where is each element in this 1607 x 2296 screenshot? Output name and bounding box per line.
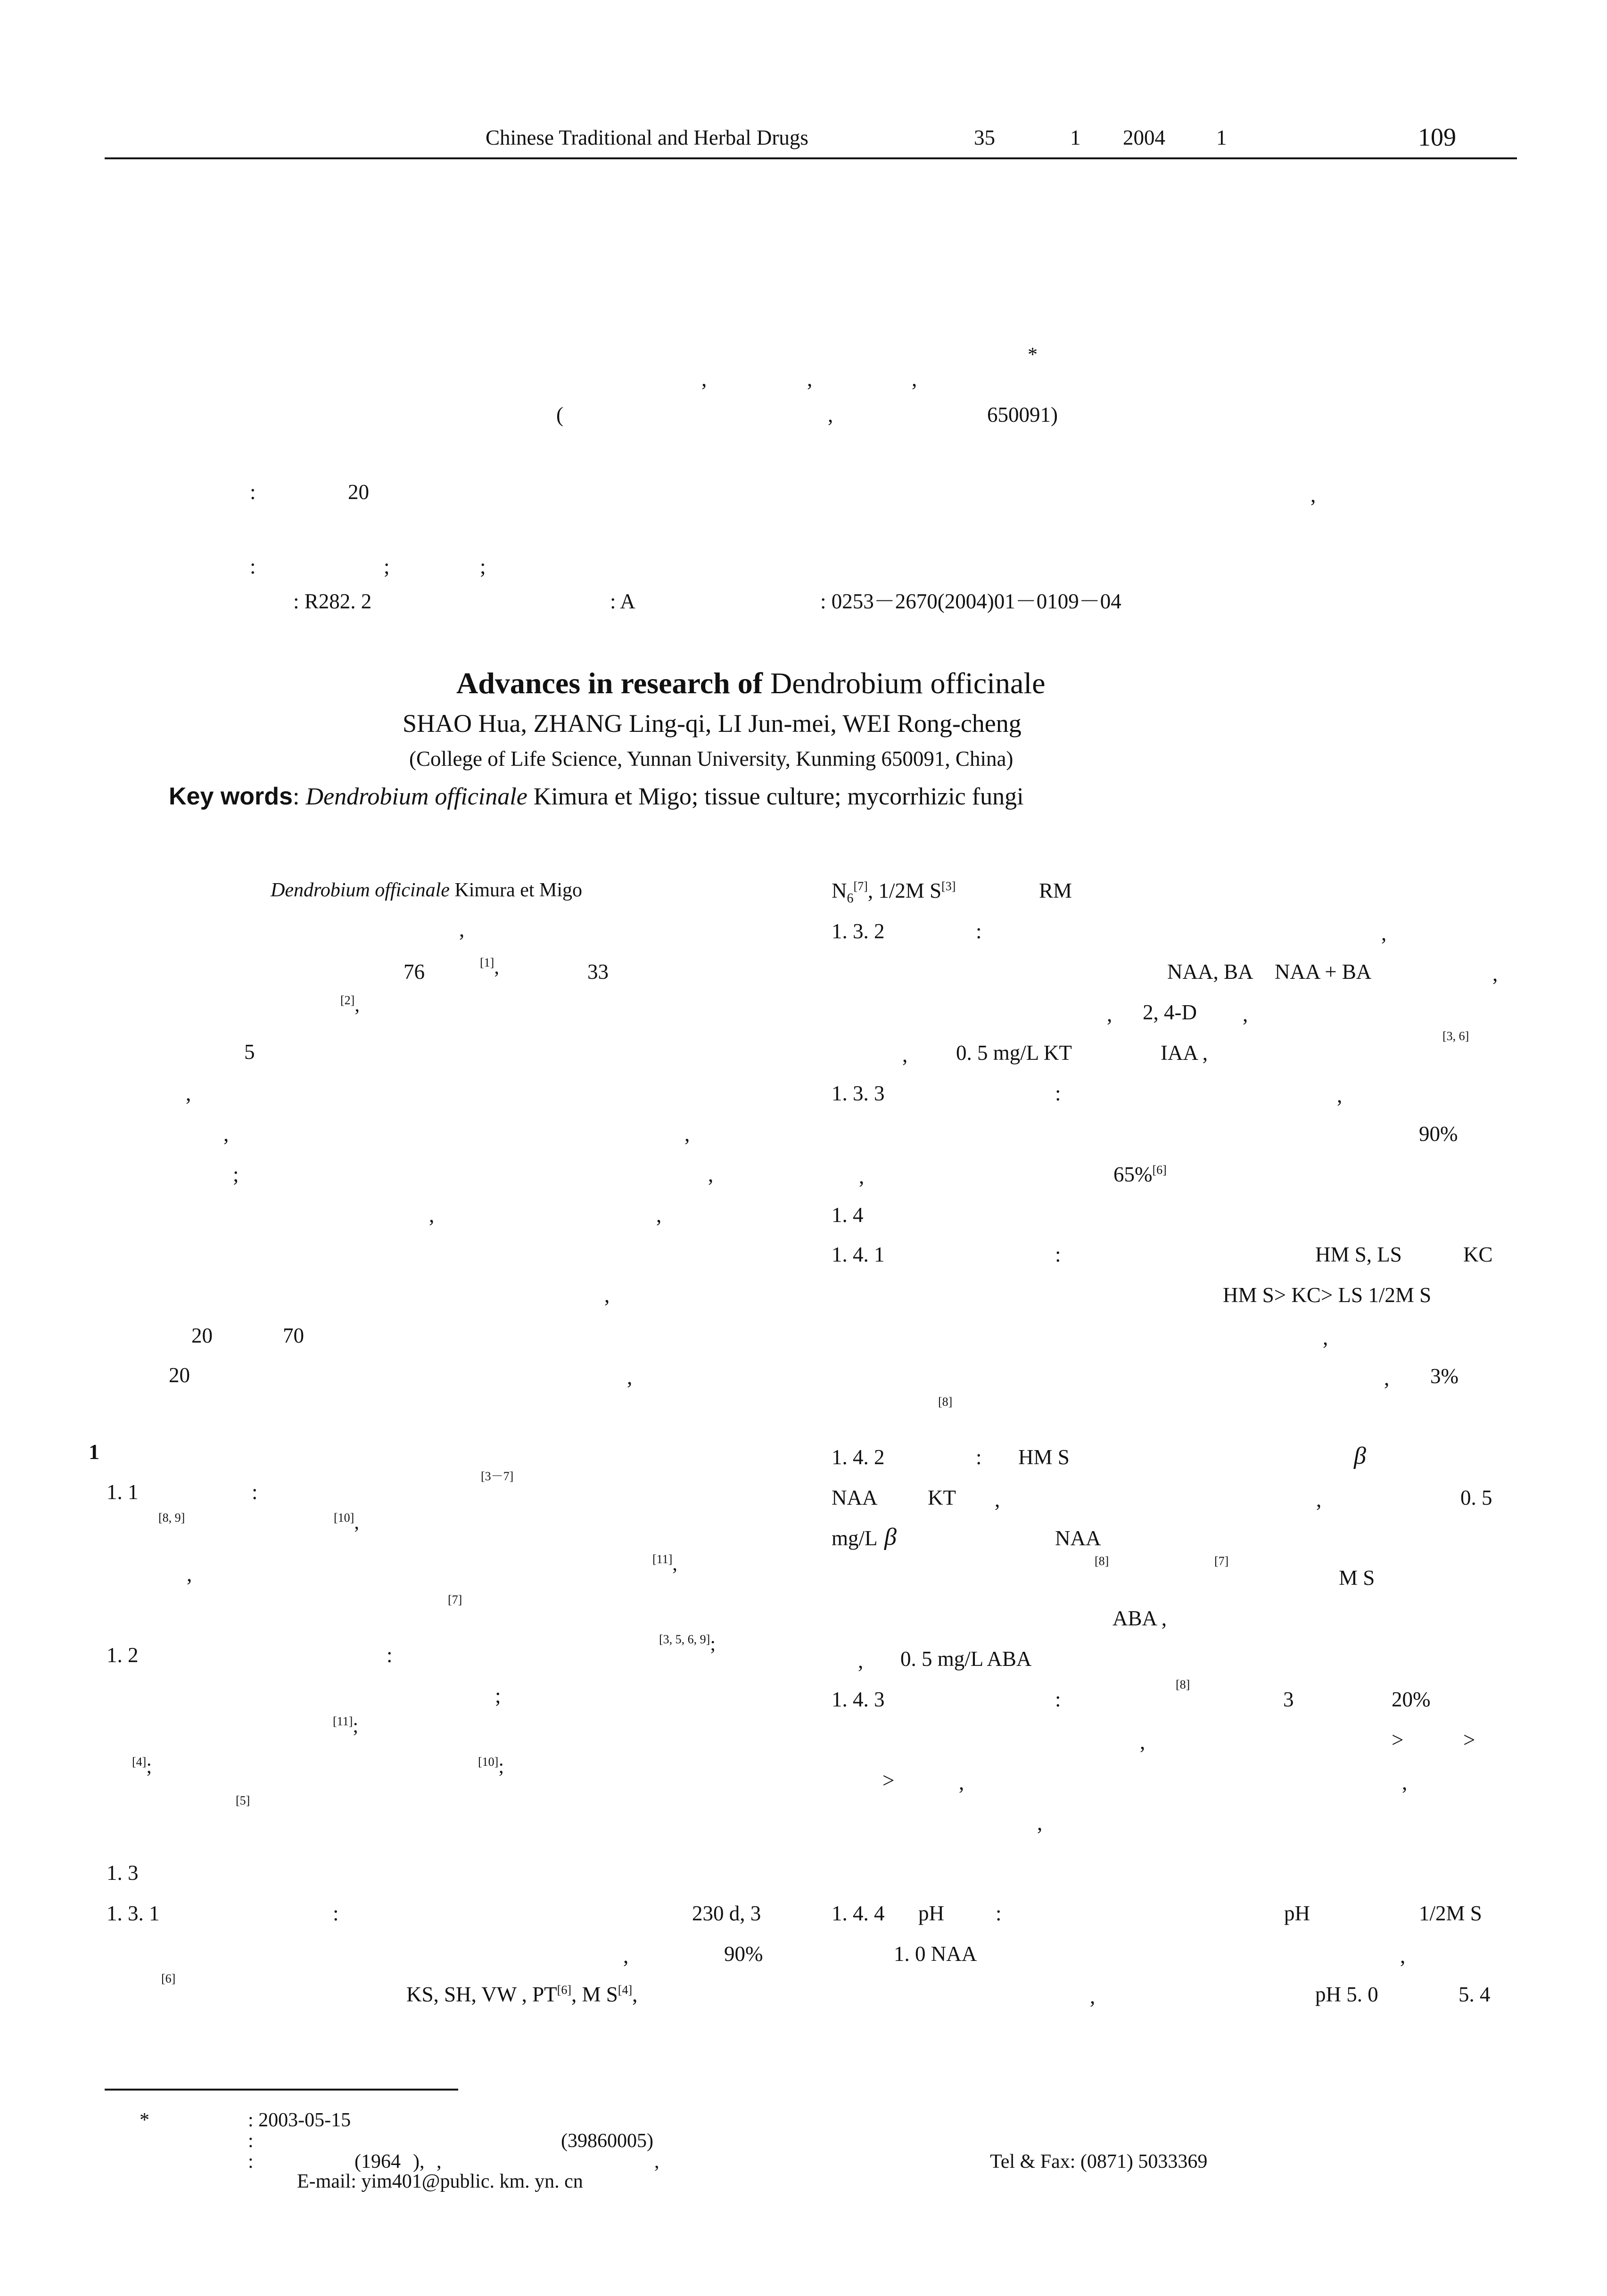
section-1-3-1-num: 1. 3. 1 — [107, 1902, 160, 1925]
section-1-4-1-num: 1. 4. 1 — [832, 1243, 885, 1266]
author-star: * — [1028, 344, 1038, 366]
article-id: : 0253－2670(2004)01－0109－04 — [820, 590, 1121, 613]
ref-8c: [8] — [1176, 1678, 1190, 1691]
section-1-heading: 1 — [89, 1440, 99, 1464]
intro-line3-ref — [480, 957, 499, 977]
keywords-species: Dendrobium officinale — [305, 783, 527, 810]
ref-8-9: [8, 9] — [158, 1511, 185, 1525]
footnote-bio-colon: : — [248, 2151, 254, 2173]
section-1-4-1-line4-comma: , — [1384, 1366, 1390, 1390]
intro-species-italic: Dendrobium officinale — [271, 879, 450, 901]
section-1-4-3-colon: : — [1055, 1688, 1061, 1711]
intro-line7-comma-b: , — [684, 1122, 690, 1146]
section-1-3-2-line2-a: NAA, BA — [1167, 960, 1253, 984]
media-comma: , — [632, 1983, 638, 2006]
section-1-2-line4-ref2 — [478, 1756, 504, 1777]
section-1-4-2-line3-unit: mg/L — [832, 1526, 878, 1550]
section-1-4-3-line3-comma1: , — [959, 1771, 964, 1794]
intro-line3-comma: , — [494, 957, 499, 978]
english-title-bold: Advances in research of — [456, 666, 763, 700]
section-1-4-4-ms: 1/2M S — [1419, 1902, 1482, 1925]
section-1-4-3-num: 1. 4. 3 — [832, 1688, 885, 1711]
section-1-2-line2-semi: ; — [495, 1684, 501, 1707]
footnote-bio-comma-1: , — [437, 2151, 442, 2173]
section-1-3-2-line3-c: , — [1243, 1002, 1248, 1026]
affil-comma: , — [828, 403, 833, 426]
journal-name: Chinese Traditional and Herbal Drugs — [486, 126, 808, 149]
section-1-4-1-line5-ref — [938, 1396, 952, 1417]
section-1-4-2-beta: β — [1354, 1443, 1366, 1469]
section-1-3-3-line3-pct — [1113, 1164, 1167, 1185]
section-1-2-line3-ref — [333, 1715, 358, 1736]
author-comma-1: , — [701, 367, 707, 391]
section-1-3-2-end: , — [1381, 921, 1387, 945]
volume: 35 — [974, 126, 995, 149]
header-rule — [105, 157, 1517, 159]
section-1-2-line3-semi: ; — [353, 1715, 359, 1737]
footnote-fund-colon: : — [248, 2130, 254, 2152]
section-1-4-3-line4: , — [1037, 1811, 1043, 1835]
ref-3-7: [3－7] — [481, 1469, 514, 1483]
section-1-4-2-line6-aba: 0. 5 mg/L ABA — [900, 1647, 1032, 1671]
ref-2: [2] — [340, 993, 355, 1007]
clc-number: : R282. 2 — [293, 590, 372, 613]
section-1-3-2-colon: : — [976, 919, 982, 943]
section-1-4-2-line5: ABA , — [1113, 1607, 1167, 1630]
section-1-4-2-line4-ref2 — [1214, 1555, 1228, 1576]
keywords-semi-2: ; — [480, 555, 486, 578]
abstract-comma: , — [1310, 483, 1316, 507]
footnote-tel: Tel & Fax: (0871) 5033369 — [990, 2151, 1208, 2173]
section-1-1-line2-comma: , — [354, 1512, 359, 1533]
section-1-1-line3-comma: , — [187, 1562, 192, 1586]
keywords-rest: Kimura et Migo; tissue culture; mycorrhizic fungi — [533, 783, 1024, 810]
intro-line3-num: 76 — [404, 960, 425, 984]
intro-line12-comma: , — [627, 1365, 633, 1389]
media-ms: , M S — [571, 1983, 618, 2006]
ref-3-6: [3, 6] — [1442, 1029, 1469, 1043]
medium-n-sub: 6 — [847, 891, 854, 906]
section-1-4-3-ref — [1176, 1679, 1190, 1699]
intro-line5-num: 5 — [244, 1040, 255, 1064]
month: 1 — [1216, 126, 1227, 149]
intro-species-authority: Kimura et Migo — [454, 879, 583, 901]
section-1-4-3-line2-gt2: > — [1463, 1728, 1475, 1752]
section-1-4-2-line2-comma1: , — [995, 1488, 1000, 1511]
section-1-1-num: 1. 1 — [107, 1480, 139, 1504]
section-1-1-line3-ref — [652, 1553, 677, 1574]
section-1-4-3-line2-gt1: > — [1392, 1728, 1404, 1752]
section-1-4-2-line2-naa: NAA — [832, 1486, 878, 1509]
section-1-4-1-line4-pct: 3% — [1430, 1364, 1459, 1388]
english-authors: SHAO Hua, ZHANG Ling-qi, LI Jun-mei, WEI Rong-cheng — [403, 709, 1022, 738]
section-1-4-3-line2-comma: , — [1140, 1730, 1146, 1754]
section-1-3-3-line2: 90% — [1419, 1122, 1458, 1146]
section-1-4-4-num: 1. 4. 4 — [832, 1902, 885, 1925]
section-1-3-2-line4-a: , — [902, 1043, 908, 1066]
section-1-1-ref — [481, 1470, 513, 1491]
intro-line4-comma: , — [354, 994, 360, 1016]
intro-line11-num-b: 70 — [283, 1324, 304, 1347]
footnote-received: : 2003-05-15 — [248, 2109, 351, 2131]
section-1-4-4-line2-comma: , — [1400, 1944, 1406, 1968]
section-1-3-3-end: , — [1337, 1083, 1343, 1107]
ref-3c: [3] — [941, 879, 956, 893]
section-1-3-1-line3-ref — [161, 1973, 175, 1993]
section-1-4-2-line2-kt: KT — [928, 1486, 956, 1509]
intro-line4-ref — [340, 994, 360, 1015]
ref-7: [7] — [448, 1593, 462, 1607]
ref-5: [5] — [236, 1794, 250, 1807]
section-1-1-line2-ref1 — [158, 1512, 185, 1533]
ref-7d: [7] — [1214, 1554, 1229, 1568]
abstract-num: 20 — [348, 480, 369, 504]
section-1-3-2-line2-b: NAA + BA — [1275, 960, 1372, 984]
affil-open: ( — [556, 403, 563, 426]
ref-11: [11] — [652, 1552, 673, 1566]
section-1-3-3-num: 1. 3. 3 — [832, 1082, 885, 1105]
section-1-3-1-value: 230 d, 3 — [692, 1902, 761, 1925]
section-1-4-4-colon: : — [996, 1902, 1002, 1925]
section-1-3-2-line4-c: IAA , — [1161, 1041, 1208, 1065]
author-comma-3: , — [912, 367, 917, 391]
ref-10: [10] — [334, 1511, 354, 1525]
section-1-4-2-line2-val: 0. 5 — [1460, 1486, 1492, 1509]
ref-4: [4] — [132, 1755, 147, 1769]
ref-4b: [4] — [618, 1983, 633, 1997]
ref-6: [6] — [161, 1972, 176, 1985]
section-1-4-2-line3-beta: β — [884, 1524, 897, 1550]
section-1-3-2-num: 1. 3. 2 — [832, 919, 885, 943]
section-1-4-3-num3: 3 — [1283, 1688, 1294, 1711]
section-1-4-4-line3-ph: pH 5. 0 — [1315, 1983, 1378, 2006]
section-1-3-2-line3-a: , — [1107, 1002, 1113, 1026]
footnote-fund: (39860005) — [561, 2130, 653, 2152]
section-1-3-num: 1. 3 — [107, 1861, 139, 1885]
intro-line8-semi: ; — [233, 1163, 239, 1186]
ref-7c: [7] — [853, 879, 868, 893]
ref-6b: [6] — [557, 1983, 571, 1997]
intro-line3-num2: 33 — [587, 960, 609, 984]
ref-8b: [8] — [1095, 1554, 1109, 1568]
section-1-4-1-line3: , — [1323, 1326, 1328, 1349]
section-1-3-1-line2-pct: 90% — [724, 1942, 763, 1966]
section-1-4-4-ph2: pH — [1284, 1902, 1310, 1925]
medium-rm: RM — [1039, 879, 1072, 902]
author-comma-2: , — [807, 367, 813, 391]
footnote-bio-comma-2: , — [654, 2151, 659, 2173]
keywords-label-colon: : — [292, 783, 300, 810]
section-1-3-1-media — [406, 1984, 637, 2005]
section-1-4-2-num: 1. 4. 2 — [832, 1445, 885, 1469]
section-1-3-3-colon: : — [1055, 1082, 1061, 1105]
intro-line8-comma: , — [708, 1163, 714, 1186]
ref-8: [8] — [938, 1395, 953, 1409]
section-1-2-colon: : — [387, 1643, 393, 1667]
medium-n: N — [832, 879, 847, 902]
issue: 1 — [1070, 126, 1081, 149]
english-keywords — [169, 784, 1024, 809]
abstract-colon: : — [250, 480, 256, 504]
ref-6c: [6] — [1152, 1163, 1167, 1177]
footnote-star: * — [140, 2109, 149, 2131]
english-affiliation: (College of Life Science, Yunnan University, Kunming 650091, China) — [409, 747, 1014, 771]
section-1-1-colon: : — [252, 1480, 258, 1504]
section-1-3-2-line3-b: 2, 4-D — [1143, 1000, 1197, 1024]
intro-line9-comma-a: , — [429, 1203, 435, 1227]
section-1-4-2-medium: HM S — [1018, 1445, 1070, 1469]
page-number: 109 — [1418, 123, 1456, 151]
section-1-3-1-line2-comma: , — [623, 1944, 629, 1968]
keywords-label: Key words — [169, 783, 293, 810]
section-1-4-4-line3-val: 5. 4 — [1459, 1983, 1491, 2006]
section-1-4-1-kc: KC — [1463, 1243, 1493, 1266]
footnote-bio-close: ), — [413, 2151, 425, 2173]
right-line1 — [832, 880, 956, 905]
intro-line7-comma-a: , — [223, 1122, 229, 1146]
section-1-2-line5-ref — [236, 1795, 250, 1815]
footnote-bio-year: (1964 — [354, 2151, 401, 2173]
section-1-2-num: 1. 2 — [107, 1643, 139, 1667]
ref-1: [1] — [480, 956, 494, 969]
section-1-4-2-line3-naa: NAA — [1055, 1526, 1101, 1550]
section-1-4-4-ph: pH — [918, 1902, 944, 1925]
year: 2004 — [1123, 126, 1165, 149]
intro-line12-num: 20 — [169, 1363, 190, 1387]
pct-65: 65% — [1113, 1163, 1153, 1186]
keywords-semi-1: ; — [384, 555, 390, 578]
section-1-1-line2-ref2 — [334, 1512, 359, 1533]
medium-ms: , 1/2M S — [867, 879, 942, 902]
keywords-colon: : — [250, 555, 256, 578]
section-1-4-3-pct: 20% — [1392, 1688, 1431, 1711]
intro-line11-num-a: 20 — [191, 1324, 213, 1347]
section-1-4-num: 1. 4 — [832, 1203, 864, 1227]
section-1-1-line4-ref — [448, 1594, 462, 1615]
intro-species — [271, 880, 582, 900]
english-title — [456, 668, 1046, 698]
section-1-4-1-media: HM S, LS — [1315, 1243, 1402, 1266]
section-1-2-semi: ; — [710, 1633, 716, 1655]
intro-line6-comma: , — [186, 1082, 191, 1105]
intro-line9-comma-b: , — [656, 1203, 662, 1227]
media-list: KS, SH, VW , PT — [406, 1983, 557, 2006]
section-1-4-2-line6-comma: , — [858, 1649, 864, 1673]
section-1-3-1-colon: : — [333, 1902, 339, 1925]
section-1-4-2-colon: : — [976, 1445, 982, 1469]
section-1-4-3-line3-comma2: , — [1402, 1771, 1408, 1794]
section-1-2-line4-semi1: ; — [146, 1756, 152, 1778]
english-title-species: Dendrobium officinale — [770, 666, 1046, 700]
footnote-rule — [105, 2089, 458, 2091]
section-1-2-line4-ref1 — [132, 1756, 152, 1777]
section-1-4-4-line3-comma: , — [1090, 1984, 1096, 2008]
affil-zip: 650091) — [987, 403, 1058, 426]
ref-3-5-6-9: [3, 5, 6, 9] — [659, 1632, 710, 1646]
section-1-3-2-line2-c: , — [1492, 962, 1498, 985]
section-1-4-2-line2-comma2: , — [1316, 1488, 1322, 1511]
section-1-1-line3-end: , — [672, 1553, 677, 1575]
ref-10b: [10] — [478, 1755, 499, 1769]
section-1-4-3-line3-gt: > — [882, 1769, 895, 1792]
section-1-4-4-line2-naa: 1. 0 NAA — [894, 1942, 977, 1966]
section-1-3-2-line4-ref — [1442, 1030, 1469, 1051]
section-1-3-2-line4-b: 0. 5 mg/L KT — [956, 1041, 1072, 1065]
section-1-2-line4-semi2: ; — [498, 1756, 504, 1778]
section-1-4-2-line4-ref1 — [1095, 1555, 1109, 1576]
footnote-email: E-mail: yim401@public. km. yn. cn — [297, 2171, 583, 2192]
section-1-4-1-colon: : — [1055, 1243, 1061, 1266]
section-1-2-ref — [659, 1633, 716, 1654]
ref-11b: [11] — [333, 1714, 353, 1728]
section-1-3-3-line3-comma: , — [859, 1164, 865, 1188]
doc-code: : A — [610, 590, 635, 613]
section-1-4-1-line2: HM S> KC> LS 1/2M S — [1223, 1283, 1432, 1307]
intro-line10-comma: , — [604, 1283, 610, 1307]
intro-line2-comma: , — [459, 918, 465, 941]
section-1-4-2-line4-ms: M S — [1339, 1566, 1375, 1590]
